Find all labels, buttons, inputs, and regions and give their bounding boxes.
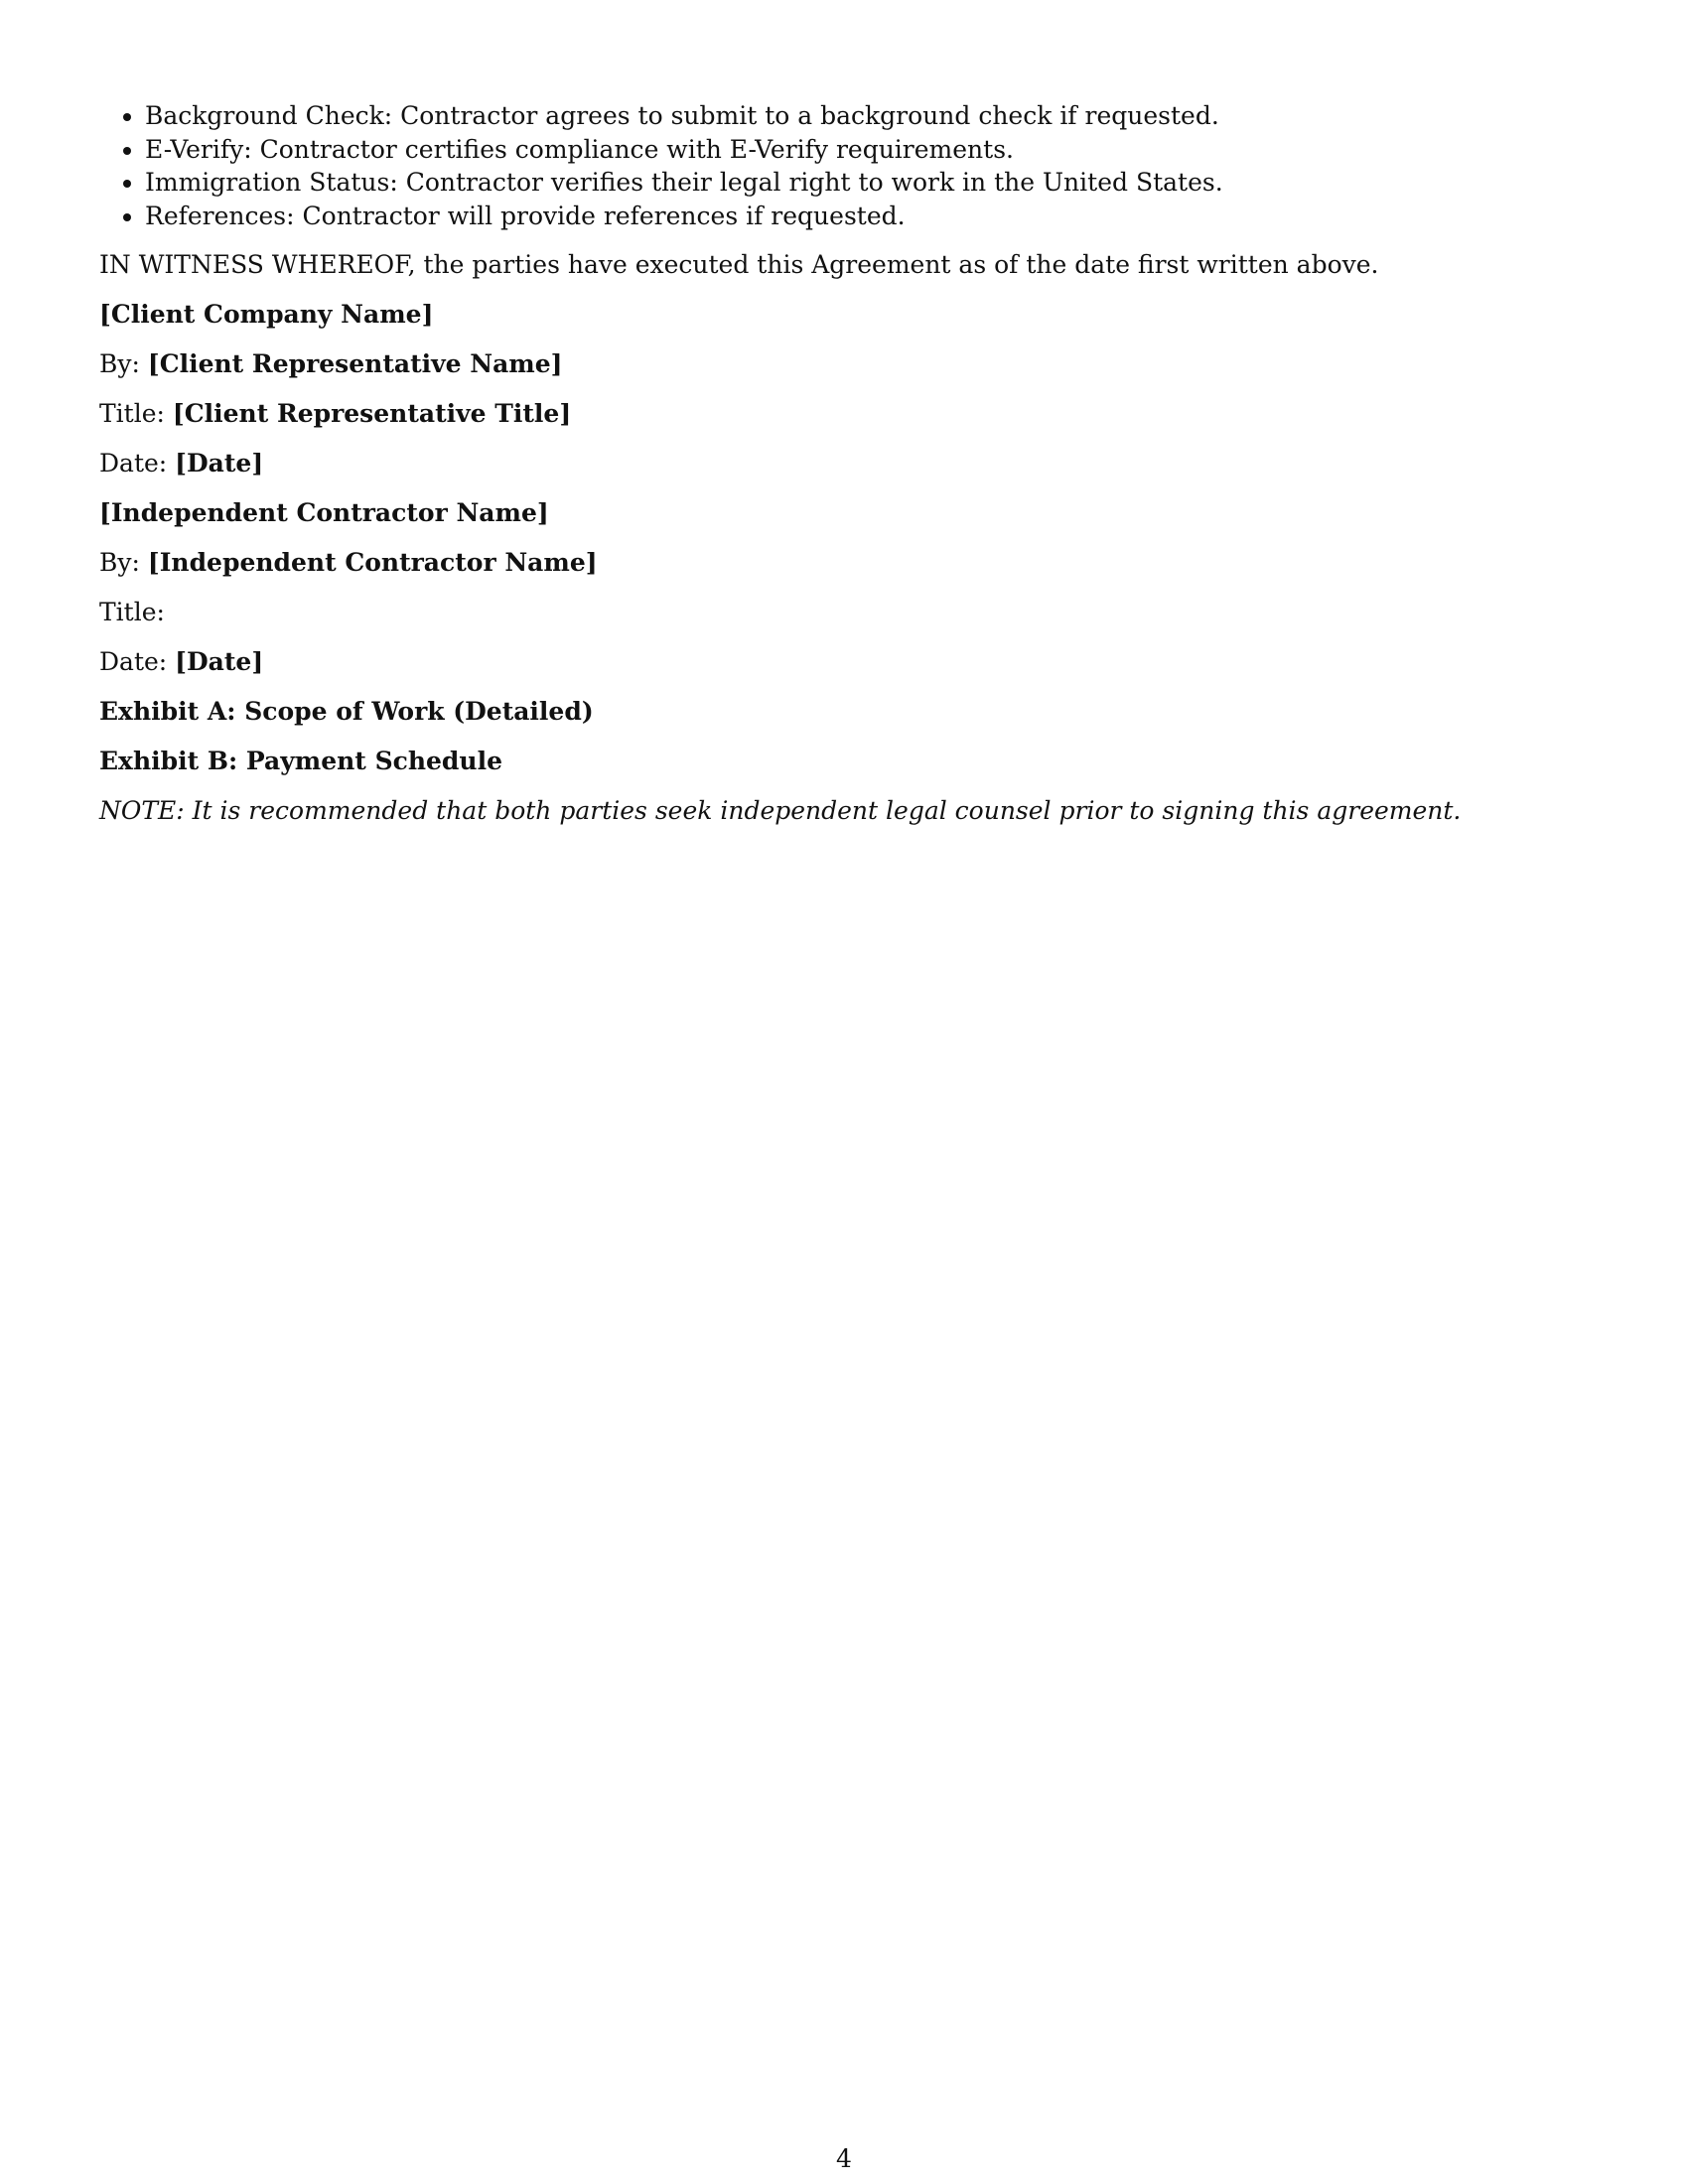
client-by-value: [Client Representative Name] <box>147 349 563 378</box>
bullet-icon <box>123 147 131 155</box>
client-title-label: Title: <box>99 399 165 428</box>
page-number: 4 <box>836 2144 852 2173</box>
contractor-date-value: [Date] <box>175 647 264 676</box>
legal-counsel-note: NOTE: It is recommended that both parties seek independent legal counsel prior to signing this agreement. <box>99 796 1462 825</box>
bullet-icon <box>123 113 131 121</box>
client-by-line <box>99 347 1589 381</box>
list-item: Immigration Status: Contractor verifies their legal right to work in the United States. <box>145 166 1589 200</box>
contractor-name: [Independent Contractor Name] <box>99 498 549 527</box>
contractor-date-label: Date: <box>99 647 168 676</box>
witness-statement: IN WITNESS WHEREOF, the parties have executed this Agreement as of the date first written above. <box>99 250 1379 279</box>
contractor-date-line <box>99 645 1589 679</box>
exhibit-a-heading: Exhibit A: Scope of Work (Detailed) <box>99 697 594 726</box>
contractor-by-line <box>99 546 1589 580</box>
contractor-title-line <box>99 596 1589 629</box>
client-date-label: Date: <box>99 449 168 478</box>
contractor-title-label: Title: <box>99 598 165 626</box>
requirements-list <box>99 99 1589 232</box>
client-by-label: By: <box>99 349 140 378</box>
bullet-icon <box>123 213 131 221</box>
contractor-by-label: By: <box>99 548 140 577</box>
contractor-by-value: [Independent Contractor Name] <box>147 548 598 577</box>
bullet-icon <box>123 180 131 188</box>
client-date-line <box>99 447 1589 480</box>
list-item: Background Check: Contractor agrees to submit to a background check if requested. <box>145 99 1589 133</box>
client-title-value: [Client Representative Title] <box>172 399 572 428</box>
exhibit-b-heading: Exhibit B: Payment Schedule <box>99 747 502 775</box>
document-page <box>99 99 1589 828</box>
client-title-line <box>99 397 1589 431</box>
client-date-value: [Date] <box>175 449 264 478</box>
client-company-name: [Client Company Name] <box>99 300 434 329</box>
list-item: References: Contractor will provide references if requested. <box>145 200 1589 233</box>
list-item: E-Verify: Contractor certifies compliance with E-Verify requirements. <box>145 133 1589 167</box>
